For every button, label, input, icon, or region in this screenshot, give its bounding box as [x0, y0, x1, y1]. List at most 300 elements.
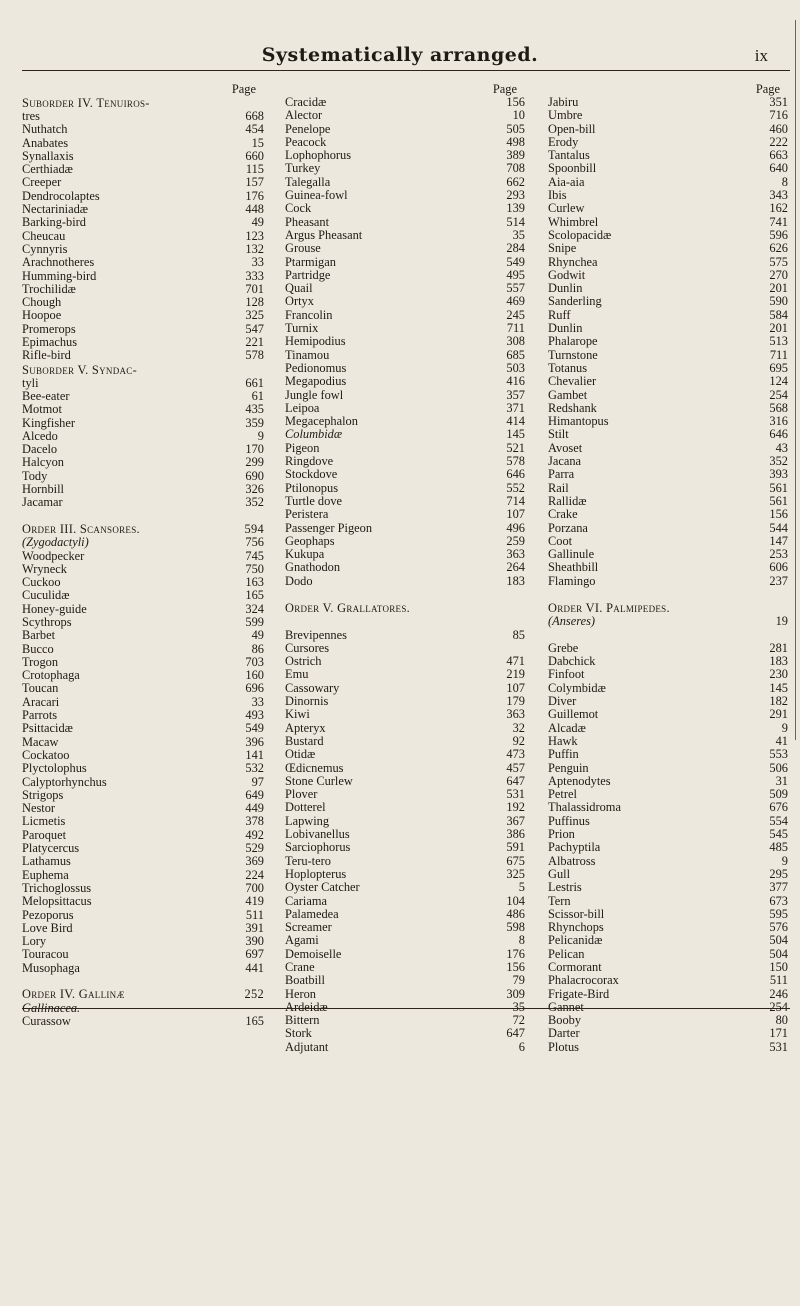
header-rule — [22, 70, 790, 71]
entry-page: 107 — [506, 507, 525, 522]
entry-name: Order III. Scansores. — [22, 521, 140, 536]
entry-name: Pigeon — [285, 440, 320, 455]
entry-page: 284 — [506, 241, 525, 256]
entry-name: Chevalier — [548, 374, 597, 389]
page-number: ix — [754, 46, 768, 65]
index-entry — [548, 482, 788, 495]
entry-name: Œdicnemus — [285, 760, 344, 775]
index-entry — [548, 748, 788, 761]
index-entry — [548, 921, 788, 934]
entry-page: 576 — [769, 920, 788, 935]
entry-name: Anabates — [22, 135, 69, 150]
entry-name: Palamedea — [285, 906, 339, 921]
index-entry — [285, 269, 525, 282]
index-entry — [285, 335, 525, 348]
entry-name: Pelican — [548, 946, 585, 961]
entry-page: 224 — [245, 867, 264, 882]
index-entry — [285, 282, 525, 295]
entry-page: 514 — [506, 214, 525, 229]
entry-page: 219 — [506, 667, 525, 682]
entry-name: Hawk — [548, 733, 578, 748]
entry-name: Cuculidæ — [22, 588, 70, 603]
entry-page: 270 — [769, 267, 788, 282]
entry-name: Turnstone — [548, 347, 598, 362]
index-entry — [22, 243, 264, 256]
entry-name: Dunlin — [548, 321, 583, 336]
entry-page: 156 — [506, 960, 525, 974]
entry-page: 254 — [769, 999, 788, 1014]
entry-name: Cockatoo — [22, 747, 70, 762]
entry-name: Spoonbill — [548, 161, 597, 176]
entry-page: 441 — [245, 960, 264, 975]
entry-name: Quail — [285, 281, 313, 296]
entry-page: 396 — [245, 734, 264, 749]
index-entry — [285, 575, 525, 588]
entry-page: 661 — [245, 375, 264, 390]
entry-name: (Anseres) — [548, 614, 596, 629]
entry-name: Nuthatch — [22, 122, 68, 137]
index-entry — [22, 150, 264, 163]
index-entry — [285, 855, 525, 868]
index-entry — [548, 402, 788, 415]
page-edge-line — [795, 20, 796, 740]
entry-name: Barking-bird — [22, 215, 87, 230]
entry-page: 176 — [506, 946, 525, 961]
index-entry — [285, 295, 525, 308]
index-entry — [548, 535, 788, 548]
entry-page: 708 — [506, 161, 525, 176]
entry-name: Darter — [548, 1026, 580, 1041]
entry-name: Hoopoe — [22, 308, 62, 323]
entry-page: 35 — [512, 999, 525, 1014]
index-entry — [548, 216, 788, 229]
entry-page: 72 — [512, 1013, 525, 1028]
entry-page: 245 — [506, 307, 525, 322]
entry-page: 690 — [245, 468, 264, 483]
entry-page: 145 — [769, 680, 788, 695]
entry-page: 79 — [512, 973, 525, 988]
entry-page: 529 — [245, 841, 264, 856]
entry-name: Turtle dove — [285, 493, 343, 508]
index-entry — [285, 428, 525, 441]
index-entry — [285, 988, 525, 1001]
entry-page: 471 — [506, 654, 525, 669]
entry-name: Honey-guide — [22, 601, 87, 616]
entry-page: 115 — [245, 162, 264, 177]
index-entry — [22, 682, 264, 695]
entry-name: Frigate-Bird — [548, 986, 610, 1001]
entry-page: 454 — [245, 122, 264, 137]
index-entry — [22, 722, 264, 735]
entry-name: Snipe — [548, 241, 577, 256]
entry-name: Ptilonopus — [285, 480, 339, 495]
entry-page: 162 — [769, 201, 788, 216]
index-entry — [22, 696, 264, 709]
entry-name: Francolin — [285, 307, 333, 322]
entry-name: Ptarmigan — [285, 254, 336, 269]
entry-name: Kukupa — [285, 547, 325, 562]
index-entry — [548, 242, 788, 255]
entry-name: Turnix — [285, 321, 319, 336]
entry-name: Cuckoo — [22, 575, 61, 590]
entry-page: 696 — [245, 681, 264, 696]
entry-name: Penguin — [548, 760, 589, 775]
entry-name: Penelope — [285, 121, 331, 136]
entry-name: Himantopus — [548, 414, 609, 429]
entry-name: Musophaga — [22, 960, 80, 975]
entry-name: Love Bird — [22, 920, 73, 935]
index-entry — [22, 176, 264, 189]
entry-page: 662 — [506, 174, 525, 189]
entry-page: 49 — [251, 215, 264, 230]
entry-name: Euphema — [22, 867, 69, 882]
entry-name: Phalarope — [548, 334, 598, 349]
index-entry — [548, 575, 788, 588]
entry-name: Porzana — [548, 520, 588, 535]
entry-page: 606 — [769, 560, 788, 575]
entry-name: Heron — [285, 986, 316, 1001]
entry-page: 325 — [245, 308, 264, 323]
entry-page: 675 — [506, 853, 525, 868]
entry-page: 32 — [512, 720, 525, 735]
entry-page: 435 — [245, 402, 264, 417]
entry-page: 192 — [506, 800, 525, 815]
index-entry — [548, 389, 788, 402]
index-entry — [285, 455, 525, 468]
entry-page: 352 — [769, 454, 788, 469]
entry-name: Trichoglossus — [22, 880, 92, 895]
entry-name: Kiwi — [285, 707, 310, 722]
entry-page: 557 — [506, 281, 525, 296]
entry-name: Stone Curlew — [285, 773, 353, 788]
order-heading — [22, 988, 264, 1001]
entry-name: Cock — [285, 201, 312, 216]
index-entry — [285, 815, 525, 828]
entry-page: 363 — [506, 547, 525, 562]
entry-name: Gannet — [548, 999, 584, 1014]
index-entry — [22, 216, 264, 229]
index-entry — [22, 669, 264, 682]
entry-name: Nectariniadæ — [22, 202, 89, 217]
index-entry — [285, 402, 525, 415]
entry-page: 293 — [506, 188, 525, 203]
index-entry — [285, 349, 525, 362]
entry-page: 183 — [506, 573, 525, 588]
index-entry — [22, 829, 264, 842]
index-entry — [285, 96, 525, 109]
index-entry — [285, 642, 525, 655]
index-entry — [22, 948, 264, 961]
index-entry — [285, 468, 525, 481]
entry-name: Ringdove — [285, 454, 334, 469]
index-entry — [548, 149, 788, 162]
entry-page: 299 — [245, 455, 264, 470]
index-entry — [22, 417, 264, 430]
index-entry — [285, 695, 525, 708]
entry-name: Stockdove — [285, 467, 338, 482]
entry-page: 473 — [506, 747, 525, 762]
entry-name: Aracari — [22, 694, 60, 709]
entry-page: 8 — [781, 174, 788, 189]
entry-page: 378 — [245, 814, 264, 829]
entry-page: 575 — [769, 254, 788, 269]
index-entry — [548, 295, 788, 308]
entry-name: Dodo — [285, 573, 313, 588]
spacer — [285, 588, 525, 601]
entry-page: 281 — [769, 640, 788, 655]
index-entry — [285, 322, 525, 335]
entry-name: Whimbrel — [548, 214, 599, 229]
entry-page: 170 — [245, 442, 264, 457]
index-entry — [22, 390, 264, 403]
entry-name: Gambet — [548, 387, 588, 402]
entry-name: Cracidæ — [285, 95, 327, 109]
index-entry — [22, 563, 264, 576]
entry-page: 35 — [512, 227, 525, 242]
index-entry — [285, 136, 525, 149]
entry-name: Creeper — [22, 175, 62, 190]
entry-name: Jacamar — [22, 495, 63, 510]
index-entry — [22, 616, 264, 629]
index-entry — [22, 190, 264, 203]
entry-name: Curlew — [548, 201, 585, 216]
index-entry — [22, 483, 264, 496]
entry-name: Trochilidæ — [22, 281, 76, 296]
entry-name: Thalassidroma — [548, 800, 621, 815]
index-entry — [548, 256, 788, 269]
entry-page: 532 — [245, 761, 264, 776]
entry-name: Motmot — [22, 402, 62, 417]
index-entry — [22, 550, 264, 563]
index-entry — [548, 908, 788, 921]
entry-name: Geophaps — [285, 533, 335, 548]
entry-page: 449 — [245, 801, 264, 816]
entry-name: Peristera — [285, 507, 329, 522]
entry-page: 531 — [506, 787, 525, 802]
index-entry — [22, 895, 264, 908]
entry-page: 503 — [506, 360, 525, 375]
entry-page: 183 — [769, 654, 788, 669]
index-entry — [285, 149, 525, 162]
entry-name: Pedionomus — [285, 360, 347, 375]
entry-page: 157 — [245, 175, 264, 190]
entry-name: Hemipodius — [285, 334, 346, 349]
entry-page: 222 — [769, 134, 788, 149]
entry-page: 549 — [245, 721, 264, 736]
entry-name: Petrel — [548, 787, 577, 802]
index-entry — [548, 775, 788, 788]
entry-page: 486 — [506, 906, 525, 921]
entry-name: Synallaxis — [22, 148, 74, 163]
entry-name: (Zygodactyli) — [22, 535, 89, 550]
entry-name: Finfoot — [548, 667, 585, 682]
index-entry — [285, 482, 525, 495]
entry-page: 578 — [245, 348, 264, 363]
entry-name: Pachyptila — [548, 840, 601, 855]
entry-page: 700 — [245, 880, 264, 895]
entry-name: Rifle-bird — [22, 348, 71, 363]
index-column-3 — [548, 82, 788, 1054]
index-entry — [22, 749, 264, 762]
entry-name: Paroquet — [22, 827, 67, 842]
index-entry — [548, 428, 788, 441]
index-entry — [548, 176, 788, 189]
entry-name: Bittern — [285, 1013, 320, 1028]
index-entry — [548, 722, 788, 735]
entry-page: 504 — [769, 933, 788, 948]
entry-page: 595 — [769, 906, 788, 921]
entry-name: Tody — [22, 468, 48, 483]
entry-name: Dendrocolaptes — [22, 188, 100, 203]
entry-name: Macaw — [22, 734, 59, 749]
entry-page: 31 — [775, 773, 788, 788]
entry-name: Bustard — [285, 733, 324, 748]
index-entry — [22, 815, 264, 828]
entry-name: Argus Pheasant — [285, 227, 363, 242]
entry-name: Erody — [548, 134, 579, 149]
index-entry — [548, 682, 788, 695]
entry-name: Crotophaga — [22, 668, 80, 683]
entry-page: 513 — [769, 334, 788, 349]
entry-page: 685 — [506, 347, 525, 362]
entry-page: 156 — [769, 507, 788, 522]
index-entry — [548, 948, 788, 961]
index-entry — [22, 137, 264, 150]
entry-page: 714 — [506, 493, 525, 508]
entry-page: 695 — [769, 360, 788, 375]
entry-page: 201 — [769, 321, 788, 336]
index-entry — [548, 668, 788, 681]
index-entry — [285, 762, 525, 775]
entry-page: 504 — [769, 946, 788, 961]
page-column-label: Page — [755, 82, 780, 96]
entry-name: Apteryx — [285, 720, 326, 735]
entry-page: 165 — [245, 1013, 264, 1028]
index-entry — [548, 162, 788, 175]
index-entry — [285, 655, 525, 668]
entry-name: Bee-eater — [22, 388, 70, 403]
index-entry — [285, 895, 525, 908]
entry-page: 80 — [775, 1013, 788, 1028]
entry-name: Puffin — [548, 747, 579, 762]
entry-name: Gallinacea. — [22, 1000, 81, 1015]
index-entry — [285, 229, 525, 242]
entry-page: 741 — [769, 214, 788, 229]
index-entry — [22, 203, 264, 216]
index-entry — [548, 335, 788, 348]
index-entry — [22, 869, 264, 882]
entry-name: Megapodius — [285, 374, 347, 389]
entry-page: 259 — [506, 533, 525, 548]
entry-name: Rhynchea — [548, 254, 598, 269]
entry-page: 246 — [769, 986, 788, 1001]
entry-page: 9 — [781, 720, 788, 735]
entry-name: Phalacrocorax — [548, 973, 619, 988]
entry-page: 594 — [244, 521, 264, 536]
index-entry — [285, 974, 525, 987]
spacer — [285, 615, 525, 628]
entry-name: Aia-aia — [548, 174, 585, 189]
index-entry — [22, 935, 264, 948]
index-column-2 — [285, 82, 525, 1054]
entry-name: Lapwing — [285, 813, 330, 828]
entry-name: Humming-bird — [22, 268, 97, 283]
entry-name: Ortyx — [285, 294, 314, 309]
entry-page: 649 — [245, 787, 264, 802]
entry-name: Rhynchops — [548, 920, 604, 935]
index-entry — [548, 468, 788, 481]
entry-name: Adjutant — [285, 1039, 329, 1054]
index-entry — [548, 828, 788, 841]
entry-name: Plover — [285, 787, 318, 802]
index-entry — [22, 855, 264, 868]
index-entry — [548, 189, 788, 202]
entry-name: Wryneck — [22, 561, 67, 576]
index-entry — [22, 576, 264, 589]
index-entry — [22, 882, 264, 895]
entry-page: 254 — [769, 387, 788, 402]
entry-name: Alcadæ — [548, 720, 586, 735]
entry-name: Curassow — [22, 1013, 71, 1028]
entry-name: Diver — [548, 694, 577, 709]
index-entry — [285, 522, 525, 535]
entry-name: Jacana — [548, 454, 582, 469]
entry-page: 701 — [245, 281, 264, 296]
entry-page: 584 — [769, 307, 788, 322]
index-entry — [548, 136, 788, 149]
entry-page: 104 — [506, 893, 525, 908]
index-entry — [285, 881, 525, 894]
index-entry — [285, 256, 525, 269]
entry-page: 85 — [512, 627, 525, 642]
entry-name: Ruff — [548, 307, 571, 322]
entry-page: 750 — [245, 561, 264, 576]
index-entry — [22, 736, 264, 749]
entry-name: Sanderling — [548, 294, 602, 309]
index-entry — [548, 881, 788, 894]
entry-name: Promerops — [22, 321, 76, 336]
entry-page: 626 — [769, 241, 788, 256]
entry-name: Ibis — [548, 188, 567, 203]
index-entry — [548, 322, 788, 335]
entry-page: 49 — [251, 628, 264, 643]
index-entry — [548, 708, 788, 721]
entry-name: Dacelo — [22, 442, 58, 457]
entry-name: Calyptorhynchus — [22, 774, 107, 789]
index-entry — [548, 495, 788, 508]
entry-page: 230 — [769, 667, 788, 682]
entry-page: 97 — [251, 774, 264, 789]
index-entry — [548, 868, 788, 881]
entry-name: Halcyon — [22, 455, 64, 470]
index-entry — [22, 1015, 264, 1028]
entry-page: 544 — [769, 520, 788, 535]
entry-page: 673 — [769, 893, 788, 908]
entry-page: 5 — [518, 880, 525, 895]
entry-name: Barbet — [22, 628, 56, 643]
index-entry — [22, 230, 264, 243]
entry-name: Pelicanidæ — [548, 933, 603, 948]
entry-page: 553 — [769, 747, 788, 762]
index-entry — [22, 403, 264, 416]
entry-name: Grouse — [285, 241, 321, 256]
entry-page: 9 — [781, 853, 788, 868]
entry-name: Scythrops — [22, 614, 72, 629]
entry-name: Turkey — [285, 161, 321, 176]
entry-page: 390 — [245, 934, 264, 949]
entry-page: 295 — [769, 866, 788, 881]
spacer — [548, 588, 788, 601]
